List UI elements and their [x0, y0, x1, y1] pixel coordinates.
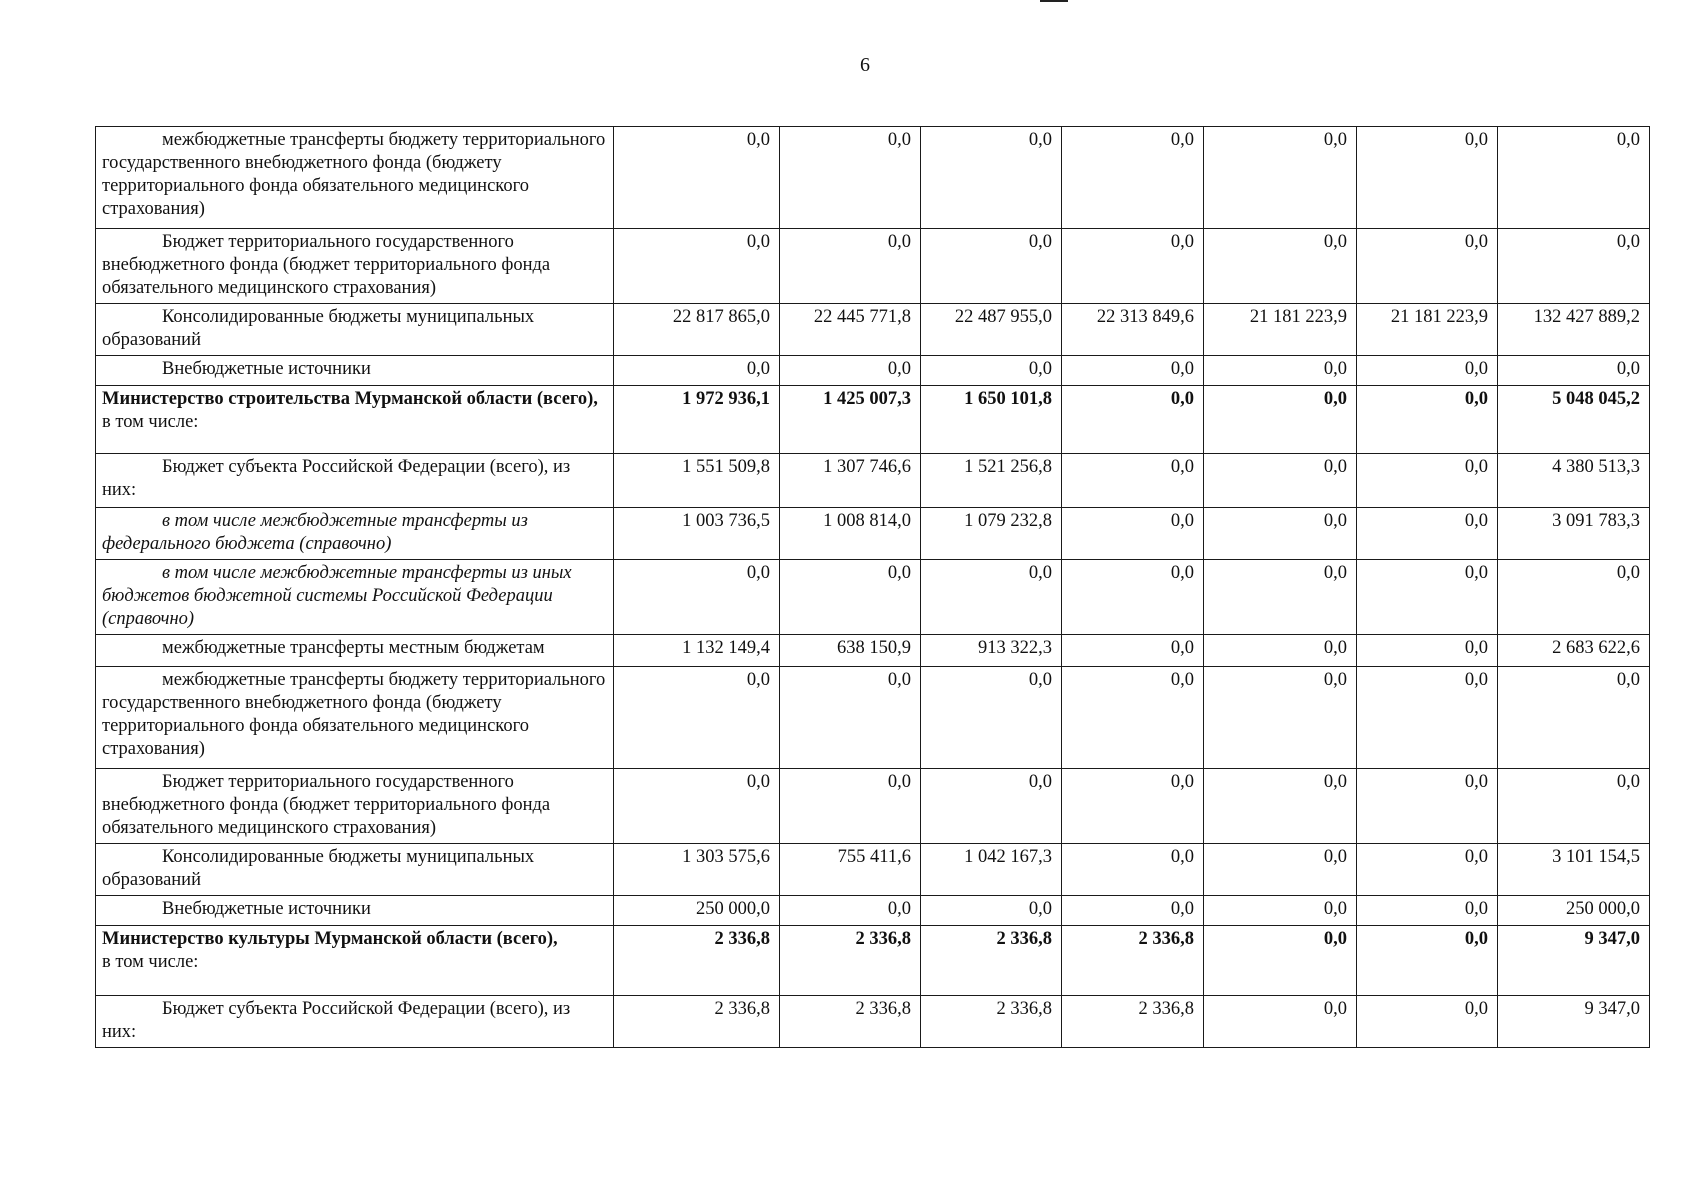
table-row	[96, 560, 1650, 635]
value-cell: 3 091 783,3	[1498, 508, 1650, 560]
value-cell: 0,0	[1062, 229, 1204, 304]
value-cell: 0,0	[780, 356, 921, 386]
row-label-cell	[96, 356, 614, 386]
value-cell: 2 336,8	[1062, 996, 1204, 1048]
row-label-cell	[96, 508, 614, 560]
row-label-suffix: в том числе:	[102, 412, 199, 432]
row-label-cell	[96, 635, 614, 667]
value-cell: 0,0	[1498, 356, 1650, 386]
value-cell: 1 008 814,0	[780, 508, 921, 560]
value-cell: 2 336,8	[780, 926, 921, 996]
value-cell: 0,0	[1204, 844, 1357, 896]
value-cell: 0,0	[614, 667, 780, 769]
budget-table	[95, 126, 1650, 1048]
value-cell: 1 972 936,1	[614, 386, 780, 454]
table-row	[96, 635, 1650, 667]
value-cell: 0,0	[614, 229, 780, 304]
value-cell: 2 336,8	[780, 996, 921, 1048]
value-cell: 0,0	[1357, 127, 1498, 229]
value-cell: 0,0	[614, 127, 780, 229]
value-cell: 0,0	[780, 896, 921, 926]
value-cell: 9 347,0	[1498, 996, 1650, 1048]
value-cell: 2 336,8	[614, 926, 780, 996]
row-label-cell	[96, 667, 614, 769]
value-cell: 0,0	[1062, 667, 1204, 769]
row-label-cell	[96, 560, 614, 635]
value-cell: 0,0	[1204, 386, 1357, 454]
value-cell: 0,0	[1204, 769, 1357, 844]
value-cell: 0,0	[1357, 996, 1498, 1048]
table-row	[96, 229, 1650, 304]
value-cell: 1 079 232,8	[921, 508, 1062, 560]
value-cell: 0,0	[1357, 386, 1498, 454]
value-cell: 0,0	[921, 356, 1062, 386]
value-cell: 0,0	[780, 229, 921, 304]
value-cell: 0,0	[1204, 508, 1357, 560]
table-row	[96, 769, 1650, 844]
row-label: Консолидированные бюджеты муниципальных образований	[102, 847, 535, 890]
value-cell: 0,0	[1204, 996, 1357, 1048]
value-cell: 0,0	[1204, 454, 1357, 508]
value-cell: 0,0	[1498, 667, 1650, 769]
value-cell: 2 336,8	[921, 926, 1062, 996]
value-cell: 0,0	[921, 127, 1062, 229]
row-label: в том числе межбюджетные трансферты из федерального бюджета (справочно)	[102, 511, 528, 554]
value-cell: 0,0	[780, 769, 921, 844]
value-cell: 5 048 045,2	[1498, 386, 1650, 454]
value-cell: 0,0	[1357, 844, 1498, 896]
value-cell: 0,0	[1062, 635, 1204, 667]
row-label: в том числе межбюджетные трансферты из иных бюджетов бюджетной системы Российской Федерации (справочно)	[102, 563, 572, 629]
value-cell: 0,0	[1498, 560, 1650, 635]
value-cell: 0,0	[1204, 356, 1357, 386]
value-cell: 0,0	[1357, 769, 1498, 844]
value-cell: 0,0	[1062, 769, 1204, 844]
value-cell: 4 380 513,3	[1498, 454, 1650, 508]
row-label-cell	[96, 996, 614, 1048]
row-label: Внебюджетные источники	[162, 359, 371, 379]
page-number: 6	[860, 54, 870, 76]
value-cell: 1 551 509,8	[614, 454, 780, 508]
value-cell: 0,0	[1062, 356, 1204, 386]
value-cell: 0,0	[1498, 229, 1650, 304]
value-cell: 22 445 771,8	[780, 304, 921, 356]
value-cell: 0,0	[1204, 896, 1357, 926]
value-cell: 0,0	[1357, 635, 1498, 667]
value-cell: 250 000,0	[614, 896, 780, 926]
value-cell: 0,0	[921, 896, 1062, 926]
row-label: Бюджет территориального государственного внебюджетного фонда (бюджет территориального фонда обязательного медицинского страхования)	[102, 232, 551, 298]
budget-table-body	[96, 127, 1650, 1048]
table-row	[96, 304, 1650, 356]
value-cell: 0,0	[1204, 560, 1357, 635]
value-cell: 0,0	[1357, 560, 1498, 635]
top-scan-mark	[1040, 0, 1068, 2]
value-cell: 0,0	[614, 769, 780, 844]
value-cell: 0,0	[1204, 635, 1357, 667]
row-label-cell	[96, 127, 614, 229]
row-label-suffix: в том числе:	[102, 952, 199, 972]
value-cell: 22 487 955,0	[921, 304, 1062, 356]
value-cell: 2 683 622,6	[1498, 635, 1650, 667]
value-cell: 0,0	[1204, 127, 1357, 229]
row-label-cell	[96, 896, 614, 926]
row-label-cell	[96, 229, 614, 304]
value-cell: 0,0	[1204, 229, 1357, 304]
row-label-cell	[96, 769, 614, 844]
value-cell: 3 101 154,5	[1498, 844, 1650, 896]
value-cell: 0,0	[1062, 844, 1204, 896]
value-cell: 1 307 746,6	[780, 454, 921, 508]
value-cell: 1 132 149,4	[614, 635, 780, 667]
value-cell: 0,0	[921, 769, 1062, 844]
value-cell: 21 181 223,9	[1357, 304, 1498, 356]
value-cell: 638 150,9	[780, 635, 921, 667]
value-cell: 0,0	[780, 560, 921, 635]
value-cell: 2 336,8	[1062, 926, 1204, 996]
value-cell: 0,0	[1357, 229, 1498, 304]
value-cell: 250 000,0	[1498, 896, 1650, 926]
value-cell: 0,0	[1204, 926, 1357, 996]
value-cell: 0,0	[1204, 667, 1357, 769]
value-cell: 0,0	[1498, 127, 1650, 229]
row-label: Внебюджетные источники	[162, 899, 371, 919]
table-row	[96, 844, 1650, 896]
value-cell: 0,0	[1062, 454, 1204, 508]
table-row	[96, 926, 1650, 996]
row-label: Бюджет территориального государственного внебюджетного фонда (бюджет территориального фонда обязательного медицинского страхования)	[102, 772, 551, 838]
row-label-cell	[96, 926, 614, 996]
row-label-cell	[96, 386, 614, 454]
value-cell: 0,0	[614, 356, 780, 386]
value-cell: 22 313 849,6	[1062, 304, 1204, 356]
value-cell: 0,0	[614, 560, 780, 635]
row-label: межбюджетные трансферты бюджету территориального государственного внебюджетного фонда (бюджету территориального фонда обязательного медицинского страхования)	[102, 130, 606, 219]
value-cell: 0,0	[1357, 896, 1498, 926]
value-cell: 0,0	[921, 229, 1062, 304]
row-label: Министерство строительства Мурманской области (всего),	[102, 389, 598, 409]
value-cell: 1 042 167,3	[921, 844, 1062, 896]
value-cell: 0,0	[1357, 926, 1498, 996]
value-cell: 1 425 007,3	[780, 386, 921, 454]
row-label-cell	[96, 454, 614, 508]
value-cell: 2 336,8	[614, 996, 780, 1048]
value-cell: 0,0	[1357, 356, 1498, 386]
value-cell: 21 181 223,9	[1204, 304, 1357, 356]
row-label: межбюджетные трансферты бюджету территориального государственного внебюджетного фонда (бюджету территориального фонда обязательного медицинского страхования)	[102, 670, 606, 759]
row-label: Бюджет субъекта Российской Федерации (всего), из них:	[102, 999, 571, 1042]
row-label: Консолидированные бюджеты муниципальных образований	[102, 307, 535, 350]
value-cell: 0,0	[1062, 560, 1204, 635]
row-label-cell	[96, 304, 614, 356]
value-cell: 0,0	[1357, 667, 1498, 769]
value-cell: 9 347,0	[1498, 926, 1650, 996]
value-cell: 22 817 865,0	[614, 304, 780, 356]
value-cell: 0,0	[1357, 454, 1498, 508]
value-cell: 132 427 889,2	[1498, 304, 1650, 356]
table-row	[96, 127, 1650, 229]
value-cell: 0,0	[1062, 896, 1204, 926]
table-row	[96, 896, 1650, 926]
value-cell: 0,0	[780, 127, 921, 229]
value-cell: 0,0	[1357, 508, 1498, 560]
row-label: межбюджетные трансферты местным бюджетам	[162, 638, 545, 658]
row-label-cell	[96, 844, 614, 896]
value-cell: 755 411,6	[780, 844, 921, 896]
value-cell: 0,0	[780, 667, 921, 769]
value-cell: 0,0	[1062, 127, 1204, 229]
value-cell: 913 322,3	[921, 635, 1062, 667]
table-row	[96, 356, 1650, 386]
table-row	[96, 386, 1650, 454]
value-cell: 1 521 256,8	[921, 454, 1062, 508]
value-cell: 1 303 575,6	[614, 844, 780, 896]
table-row	[96, 996, 1650, 1048]
table-row	[96, 667, 1650, 769]
value-cell: 0,0	[921, 667, 1062, 769]
value-cell: 1 650 101,8	[921, 386, 1062, 454]
value-cell: 0,0	[921, 560, 1062, 635]
value-cell: 0,0	[1498, 769, 1650, 844]
row-label: Министерство культуры Мурманской области (всего),	[102, 929, 558, 949]
row-label: Бюджет субъекта Российской Федерации (всего), из них:	[102, 457, 571, 500]
table-row	[96, 508, 1650, 560]
value-cell: 1 003 736,5	[614, 508, 780, 560]
table-row	[96, 454, 1650, 508]
value-cell: 0,0	[1062, 386, 1204, 454]
value-cell: 2 336,8	[921, 996, 1062, 1048]
value-cell: 0,0	[1062, 508, 1204, 560]
